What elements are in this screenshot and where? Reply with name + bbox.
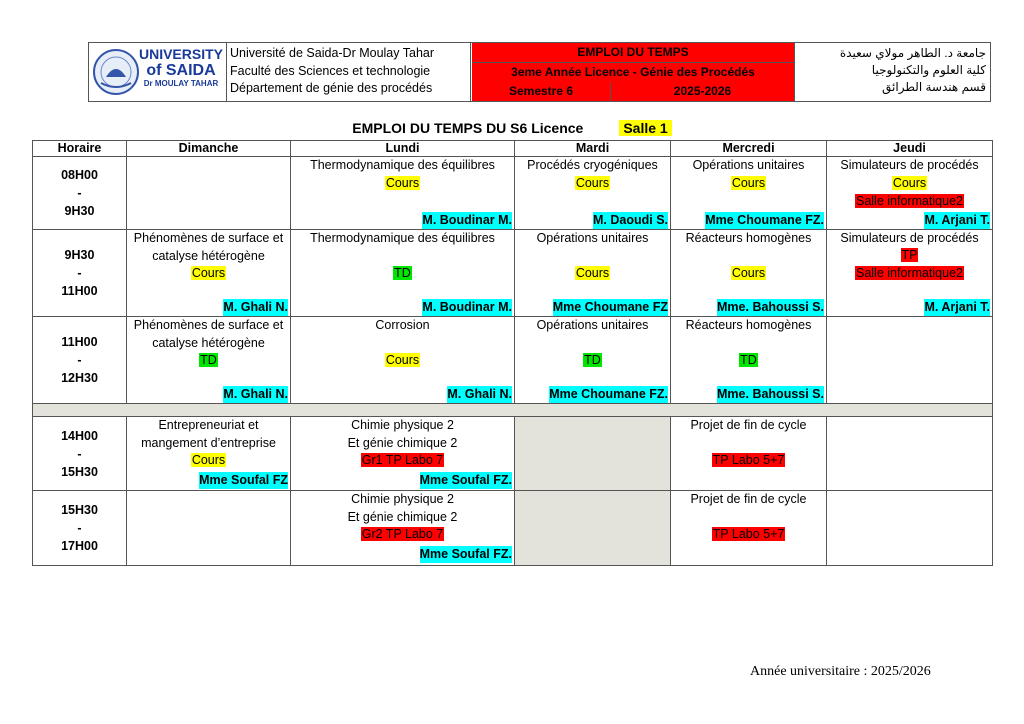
subject: Projet de fin de cycle xyxy=(690,492,807,506)
subject-line-2: Et génie chimique 2 xyxy=(347,435,458,450)
session-type-badge: Cours xyxy=(731,266,766,280)
subject: Thermodynamique des équilibres xyxy=(310,158,495,172)
subject: Simulateurs de procédés xyxy=(840,231,979,245)
table-row xyxy=(33,157,993,230)
time-end: 15H30 xyxy=(61,464,98,479)
subject: Thermodynamique des équilibres xyxy=(310,231,495,245)
lunch-break-row xyxy=(33,404,993,417)
slot-unavailable xyxy=(515,417,671,491)
subject-line-2: Et génie chimique 2 xyxy=(347,509,458,524)
session-type-badge: TP xyxy=(901,248,918,262)
table-header-row xyxy=(33,141,993,157)
header-block xyxy=(88,42,991,102)
time-end: 12H30 xyxy=(61,371,98,385)
department-name-ar: قسم هندسة الطرائق xyxy=(882,80,986,94)
faculty-name: Faculté des Sciences et technologie xyxy=(230,63,431,78)
time-cell xyxy=(33,230,127,317)
slot-empty xyxy=(827,491,993,566)
subject-line-2: mangement d’entreprise xyxy=(141,435,276,450)
subject-line-1: Entrepreneuriat et xyxy=(158,418,259,432)
teacher-name: M. Boudinar M. xyxy=(422,213,512,227)
teacher-name: Mme Choumane FZ xyxy=(552,300,668,314)
teacher-name: Mme. Bahoussi S. xyxy=(717,300,824,314)
col-header-horaire: Horaire xyxy=(33,141,127,157)
teacher-name: Mme Soufal FZ xyxy=(199,473,288,487)
subject: Projet de fin de cycle xyxy=(690,418,807,432)
table-row xyxy=(33,491,993,566)
time-dash: - xyxy=(77,186,82,200)
subject-line-1: Phénomènes de surface et xyxy=(133,318,284,332)
time-cell xyxy=(33,491,127,566)
time-dash: - xyxy=(77,446,82,461)
subject: Opérations unitaires xyxy=(692,158,805,172)
subject-line-1: Chimie physique 2 xyxy=(351,418,454,432)
faculty-name-ar: كلية العلوم والتكنولوجيا xyxy=(871,63,986,77)
time-cell xyxy=(33,157,127,230)
session-type-badge: TD xyxy=(200,353,217,367)
time-end: 17H00 xyxy=(61,539,98,553)
slot-unavailable xyxy=(515,491,671,566)
subject-line-2: catalyse hétérogène xyxy=(152,335,265,350)
session-type-badge: Cours xyxy=(731,176,766,190)
time-start: 08H00 xyxy=(61,168,98,182)
session-type-badge: Cours xyxy=(385,353,420,367)
session-type-badge: Cours xyxy=(892,176,927,190)
session-type-badge: Cours xyxy=(575,266,610,280)
timetable-title xyxy=(0,120,1024,136)
header-arabic-info xyxy=(795,43,990,101)
teacher-name: Mme. Bahoussi S. xyxy=(717,387,824,401)
subject-line-1: Chimie physique 2 xyxy=(351,492,454,506)
academic-year: 2025-2026 xyxy=(673,84,732,98)
subject-line-1: Phénomènes de surface et xyxy=(133,231,284,245)
subject: Simulateurs de procédés xyxy=(840,158,979,172)
room-badge: Salle informatique2 xyxy=(855,194,963,208)
slot-cell xyxy=(671,417,827,491)
subject: Opérations unitaires xyxy=(536,318,649,332)
subject: Opérations unitaires xyxy=(536,231,649,245)
time-start: 9H30 xyxy=(64,248,95,262)
slot-cell xyxy=(127,417,291,491)
teacher-name: M. Ghali N. xyxy=(223,300,288,314)
session-type-badge: Cours xyxy=(191,453,226,467)
header-center-title: EMPLOI DU TEMPS xyxy=(472,43,794,63)
subject-line-2: catalyse hétérogène xyxy=(152,248,265,263)
teacher-name: M. Arjani T. xyxy=(924,300,990,314)
academic-year-footer: Année universitaire : 2025/2026 xyxy=(750,664,931,679)
col-header-mardi: Mardi xyxy=(515,141,671,157)
col-header-lundi: Lundi xyxy=(291,141,515,157)
time-end: 11H00 xyxy=(61,284,98,298)
subject: Procédés cryogéniques xyxy=(527,158,658,172)
slot-empty xyxy=(827,317,993,404)
session-type-badge: TD xyxy=(394,266,411,280)
subject: Corrosion xyxy=(375,318,430,332)
slot-cell xyxy=(827,157,993,230)
teacher-name: Mme Soufal FZ. xyxy=(419,473,512,487)
slot-cell xyxy=(671,317,827,404)
slot-cell xyxy=(291,157,515,230)
header-semester-row xyxy=(472,82,794,101)
slot-cell xyxy=(127,317,291,404)
session-type-badge: TP Labo 5+7 xyxy=(712,527,785,541)
table-row xyxy=(33,417,993,491)
university-name-ar: جامعة د. الطاهر مولاي سعيدة xyxy=(839,46,986,60)
teacher-name: Mme Soufal FZ. xyxy=(419,547,512,561)
slot-cell xyxy=(671,157,827,230)
university-name: Université de Saida-Dr Moulay Tahar xyxy=(230,46,435,60)
subject: Réacteurs homogènes xyxy=(685,231,812,245)
col-header-dimanche: Dimanche xyxy=(127,141,291,157)
timetable-title-text: EMPLOI DU TEMPS DU S6 Licence xyxy=(352,120,584,136)
teacher-name: M. Ghali N. xyxy=(223,387,288,401)
teacher-name: M. Arjani T. xyxy=(924,213,990,227)
session-type-badge: Cours xyxy=(575,176,610,190)
slot-cell xyxy=(671,491,827,566)
teacher-name: Mme Choumane FZ. xyxy=(705,213,824,227)
session-type-badge: Cours xyxy=(191,266,226,280)
header-center xyxy=(472,43,795,101)
teacher-name: M. Boudinar M. xyxy=(422,300,512,314)
time-start: 14H00 xyxy=(61,428,98,443)
time-end: 9H30 xyxy=(64,204,95,218)
session-type-badge: Gr2 TP Labo 7 xyxy=(361,527,444,541)
time-start: 15H30 xyxy=(61,503,98,517)
room-badge: Salle informatique2 xyxy=(855,266,963,280)
room-badge: Salle 1 xyxy=(619,120,671,136)
teacher-name: M. Daoudi S. xyxy=(593,213,668,227)
time-cell xyxy=(33,417,127,491)
session-type-badge: TD xyxy=(740,353,757,367)
logo-line-3: Dr MOULAY TAHAR xyxy=(143,79,219,88)
teacher-name: Mme Choumane FZ. xyxy=(549,387,668,401)
session-type-badge: Gr1 TP Labo 7 xyxy=(361,453,444,467)
semester-label: Semestre 6 xyxy=(472,82,611,101)
table-row xyxy=(33,317,993,404)
logo-line-1: UNIVERSITY xyxy=(138,46,223,62)
session-type-badge: TP Labo 5+7 xyxy=(712,453,785,467)
department-name: Département de génie des procédés xyxy=(230,81,433,95)
slot-empty xyxy=(127,157,291,230)
university-logo xyxy=(89,43,227,101)
slot-cell xyxy=(291,417,515,491)
logo-line-2: of SAIDA xyxy=(146,62,216,79)
header-center-subtitle: 3eme Année Licence - Génie des Procédés xyxy=(472,63,794,83)
slot-cell xyxy=(291,317,515,404)
table-row xyxy=(33,230,993,317)
header-french-info xyxy=(227,43,471,101)
slot-cell xyxy=(515,230,671,317)
col-header-mercredi: Mercredi xyxy=(671,141,827,157)
col-header-jeudi: Jeudi xyxy=(827,141,993,157)
slot-cell xyxy=(515,317,671,404)
subject: Réacteurs homogènes xyxy=(685,318,812,332)
slot-cell xyxy=(291,230,515,317)
slot-cell xyxy=(291,491,515,566)
slot-cell xyxy=(127,230,291,317)
time-cell xyxy=(33,317,127,404)
slot-empty xyxy=(827,417,993,491)
session-type-badge: Cours xyxy=(385,176,420,190)
slot-empty xyxy=(127,491,291,566)
time-start: 11H00 xyxy=(61,335,98,349)
time-dash: - xyxy=(77,521,82,535)
slot-cell xyxy=(827,230,993,317)
session-type-badge: TD xyxy=(584,353,601,367)
time-dash: - xyxy=(77,266,82,280)
timetable xyxy=(32,140,993,566)
time-dash: - xyxy=(77,353,82,367)
teacher-name: M. Ghali N. xyxy=(447,387,512,401)
lunch-break-band xyxy=(33,404,993,417)
slot-cell xyxy=(515,157,671,230)
slot-cell xyxy=(671,230,827,317)
